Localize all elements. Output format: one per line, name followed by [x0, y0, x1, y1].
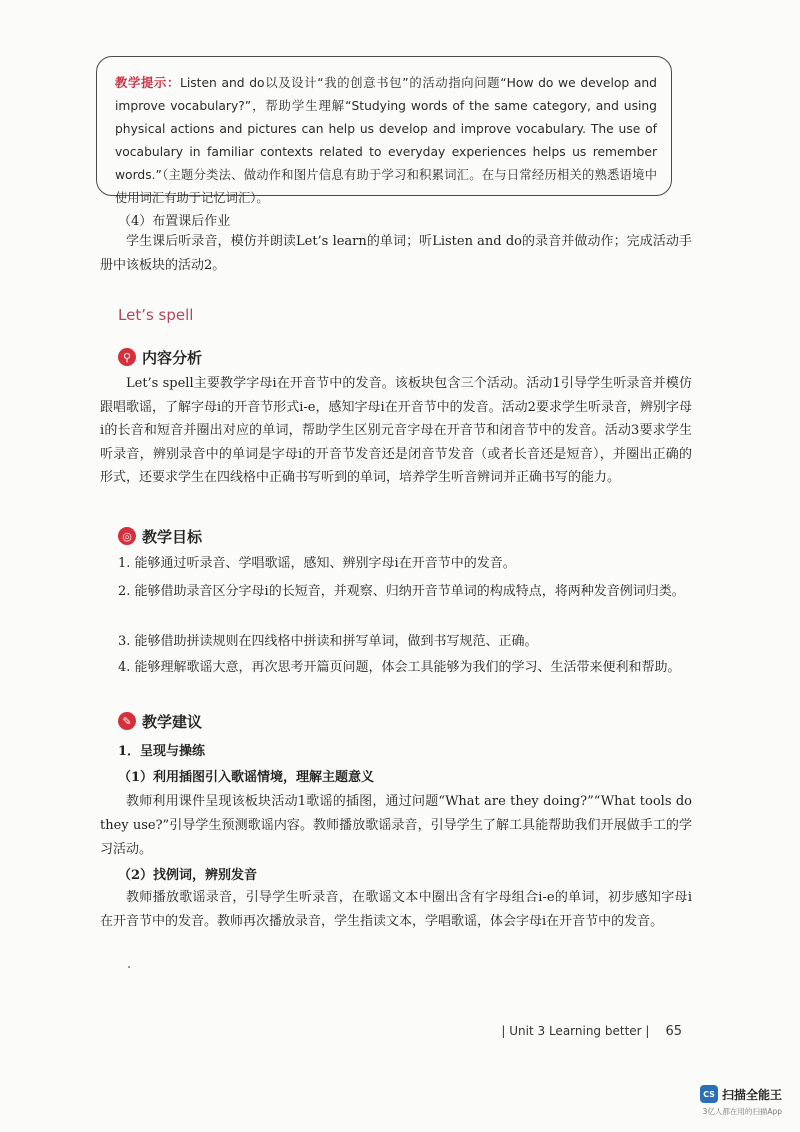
analysis-heading-text: 内容分析 [142, 348, 203, 367]
goal-item: 2. 能够借助录音区分字母i的长短音，并观察、归纳开音节单词的构成特点，将两种发音例词归类。 [118, 584, 685, 599]
page-number: 65 [665, 1024, 682, 1039]
analysis-heading [118, 346, 202, 368]
suggestion-sub1: 1．呈现与操练 [118, 744, 206, 759]
footer-unit: | Unit 3 Learning better | [501, 1024, 650, 1038]
goal-item: 1. 能够通过听录音、学唱歌谣，感知、辨别字母i在开音节中的发音。 [118, 556, 516, 571]
teaching-tip-box [96, 56, 672, 205]
suggestion-sub1-2: （2）找例词，辨别发音 [118, 868, 258, 883]
section-title: Let’s spell [118, 306, 194, 324]
goals-heading [118, 525, 202, 547]
goals-heading-text: 教学目标 [142, 527, 203, 546]
magnifier-icon: ⚲ [118, 348, 136, 366]
suggestions-heading-text: 教学建议 [142, 712, 203, 731]
tip-label: 教学提示： [115, 76, 180, 90]
camscanner-logo-icon: CS [700, 1085, 718, 1103]
suggestion-sub1-1: （1）利用插图引入歌谣情境，理解主题意义 [118, 770, 375, 785]
homework-title: （4）布置课后作业 [118, 214, 231, 229]
suggestion-paragraph-1: 教师利用课件呈现该板块活动1歌谣的插图，通过问题“What are they doing?”“What tools do they use?”引导学生预测歌谣内容。教师播放歌谣录音，引导学生了解工具能帮助我们开展做手工的学习活动。 [100, 794, 692, 857]
scanner-watermark [700, 1085, 782, 1103]
scan-speck [128, 966, 130, 968]
suggestions-heading [118, 710, 202, 732]
page-footer [501, 1024, 682, 1039]
target-icon: ◎ [118, 527, 136, 545]
watermark-name: 扫描全能王 [721, 1087, 782, 1102]
pen-icon: ✎ [118, 712, 136, 730]
goal-item: 4. 能够理解歌谣大意，再次思考开篇页问题，体会工具能够为我们的学习、生活带来便利和帮助。 [118, 660, 681, 675]
suggestion-paragraph-2: 教师播放歌谣录音，引导学生听录音，在歌谣文本中圈出含有字母组合i-e的单词，初步感知字母i在开音节中的发音。教师再次播放录音，学生指读文本，学唱歌谣，体会字母i在开音节中的发音。 [100, 890, 692, 929]
goal-item: 3. 能够借助拼读规则在四线格中拼读和拼写单词，做到书写规范、正确。 [118, 634, 538, 649]
analysis-body: Let’s spell主要教学字母i在开音节中的发音。该板块包含三个活动。活动1引导学生听录音并模仿跟唱歌谣，了解字母i的开音节形式i-e，感知字母i在开音节中的发音。活动2要求学生听录音，辨别字母i的长音和短音并圈出对应的单词，帮助学生区别元音字母在开音节和闭音节中的发音。活动3要求学生听录音，辨别录音中的单词是字母i的开音节发音还是闭音节发音（或者长音还是短音），并圈出正确的形式，还要求学生在四线格中正确书写听到的单词，培养学生听音辨词并正确书写的能力。 [100, 376, 692, 486]
watermark-tagline: 3亿人都在用的扫描App [702, 1107, 782, 1116]
homework-body: 学生课后听录音，模仿并朗读Let’s learn的单词；听Listen and do的录音并做动作；完成活动手册中该板块的活动2。 [100, 234, 692, 273]
tip-text: Listen and do以及设计“我的创意书包”的活动指向问题“How do we develop and improve vocabulary?”，帮助学生理解“Studying words of the same category, and using physical actions and pictures can help us develop and improve vocabulary. The use of vocabulary in familiar contexts related to everyday experiences helps us remember words.”（主题分类法、做动作和图片信息有助于学习和积累词汇。在与日常经历相关的熟悉语境中使用词汇有助于记忆词汇）。 [115, 76, 657, 205]
